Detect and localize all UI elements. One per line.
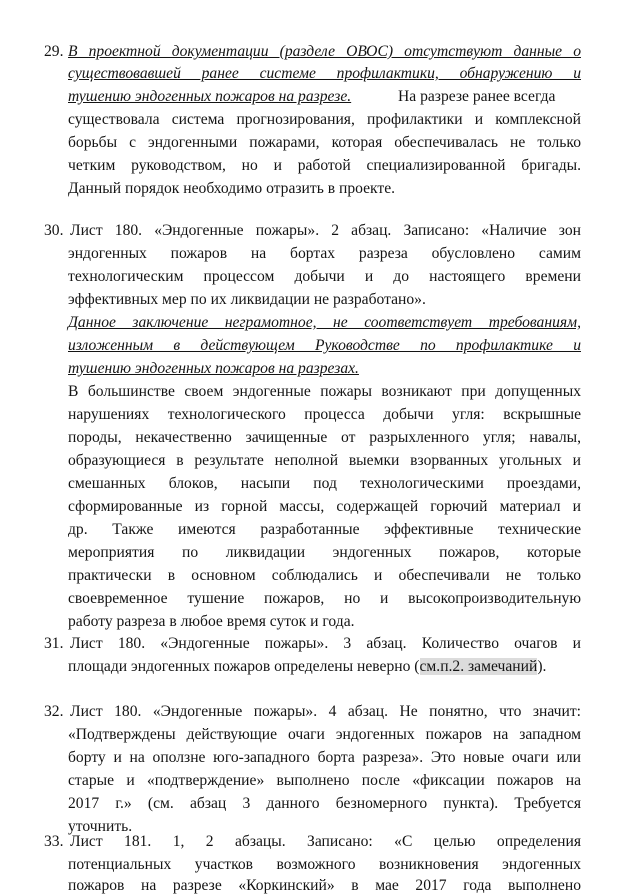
item-remark-line: изложенным в действующем Руководстве по профилактике и [68,337,581,354]
item-text-line: четким руководством, но и работой специализированной бригады. [68,157,581,174]
item-text-line: Данный порядок необходимо отразить в проекте. [68,180,396,197]
item-remark-line: тушению эндогенных пожаров на разрезах. [68,360,359,377]
item-text-line: В большинстве своем эндогенные пожары возникают при допущенных [68,383,581,400]
item-text-line: сформированные из горной массы, содержащей горючий материал и [68,498,581,515]
item-text-line: потенциальных участков возможного возникновения эндогенных [68,856,581,873]
item-text-line: породы, некачественно зачищенные от разрыхленного угля; навалы, [68,429,581,446]
item-text-line: мероприятия по ликвидации эндогенных пожаров, которые [68,544,581,561]
item-text-line: Лист 181. 1, 2 абзацы. Записано: «С целью определения [70,833,581,850]
item-text-line: технологическим процессом добычи и до настоящего времени [68,268,581,285]
item-text-line: практически в основном соблюдались и обеспечивали не только [68,567,581,584]
item-text-line: работу разреза в любое время суток и года. [68,613,355,630]
item-text-line: существовала система прогнозирования, профилактики и комплексной [68,111,581,128]
item-number: 31. [44,635,64,652]
item-text-line: борту и на оползне юго-западного борта разреза». Это новые очаги или [68,749,581,766]
item-text-line: др. Также имеются разработанные эффективные технические [68,521,581,538]
item-text-line: 2017 г.» (см. абзац 3 данного безномерного пункта). Требуется [68,795,581,812]
item-text-line: На разрезе ранее всегда [398,88,556,105]
item-text-line: борьбы с эндогенными пожарами, которая обеспечивалась не только [68,134,581,151]
item-text-line: эффективных мер по их ликвидации не разработано». [68,291,426,308]
item-text-line: пожаров на разрезе «Коркинский» в мае 2017 года выполнено [68,877,581,894]
item-text-fragment: ). [537,658,547,675]
item-text-line: эндогенных пожаров на бортах разреза обусловлено самим [68,245,581,262]
item-text-line: нарушениях технологического процесса добычи угля: вскрышные [68,406,581,423]
item-text-line: смешанных блоков, насыпи под технологическими проездами, [68,475,581,492]
item-text-line: старые и «подтверждение» выполнено после «фиксации пожаров на [68,772,581,789]
item-text-line: Лист 180. «Эндогенные пожары». 4 абзац. Не понятно, что значит: [70,703,581,720]
item-text-line: своевременное тушение пожаров, но и высокопроизводительную [68,590,581,607]
item-text-line [68,657,546,677]
item-text-line: уточнить. [68,818,133,835]
item-remark-line: тушению эндогенных пожаров на разрезе. [68,88,352,105]
item-number: 30. [44,222,64,239]
item-remark-line: Данное заключение неграмотное, не соответствует требованиям, [68,314,581,331]
item-number: 32. [44,703,64,720]
item-number: 29. [44,43,64,60]
item-text-line: образующиеся в результате неполной выемки взорванных угольных и [68,452,581,469]
item-text-fragment: площади эндогенных пожаров определены неверно ( [68,658,420,675]
item-text-line: Лист 180. «Эндогенные пожары». 3 абзац. Количество очагов и [70,635,581,652]
highlighted-reference: см.п.2. замечаний [419,658,538,675]
item-text-line: «Подтверждены действующие очаги эндогенных пожаров на западном [68,726,581,743]
item-number: 33. [44,833,64,850]
item-remark-line: существовавшей ранее системе профилактики, обнаружению и [68,65,581,82]
item-text-line: Лист 180. «Эндогенные пожары». 2 абзац. Записано: «Наличие зон [70,222,581,239]
item-remark-line: В проектной документации (разделе ОВОС) отсутствуют данные о [68,43,581,60]
